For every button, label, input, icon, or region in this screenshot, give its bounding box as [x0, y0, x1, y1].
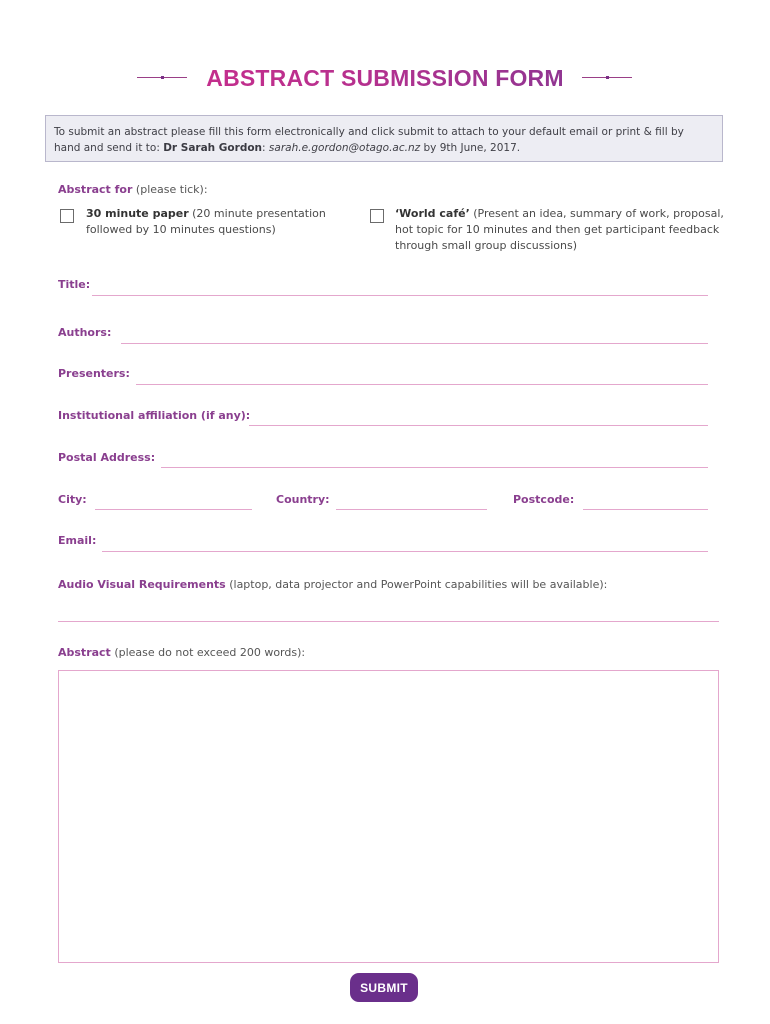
thirty-minute-paper-checkbox[interactable] — [60, 209, 74, 223]
contact-name: Dr Sarah Gordon — [163, 142, 263, 154]
av-requirements-label — [58, 578, 607, 591]
contact-email: sarah.e.gordon@otago.ac.nz — [268, 142, 421, 154]
abstract-textarea[interactable] — [58, 670, 719, 963]
thirty-minute-paper-title: 30 minute paper — [86, 207, 189, 220]
title-label: Title: — [58, 278, 91, 291]
instructions-deadline: by 9th June, 2017. — [420, 142, 521, 154]
world-cafe-description: (Present an idea, summary of work, proposal, hot topic for 10 minutes and then get participant feedback through small group discussions) — [395, 207, 724, 252]
abstract-for-hint: (please tick): — [132, 183, 208, 196]
av-requirements-input[interactable] — [58, 607, 719, 622]
postal-address-label: Postal Address: — [58, 451, 156, 464]
authors-input[interactable] — [121, 329, 708, 344]
submit-button[interactable]: SUBMIT — [350, 973, 418, 1002]
postcode-input[interactable] — [583, 495, 708, 510]
email-input[interactable] — [102, 537, 708, 552]
world-cafe-title: ‘World café’ — [395, 207, 470, 220]
affiliation-input[interactable] — [249, 411, 708, 426]
postcode-label: Postcode: — [513, 493, 575, 506]
abstract-for-label — [58, 183, 208, 196]
abstract-for-label-text: Abstract for — [58, 183, 133, 196]
title-input[interactable] — [92, 281, 708, 296]
instructions-text: To submit an abstract please fill this form electronically and click submit to attach to your default email or print & fill by hand and send it to: — [54, 126, 684, 154]
city-input[interactable] — [95, 495, 252, 510]
thirty-minute-paper-description: (20 minute presentation followed by 10 minutes questions) — [86, 207, 326, 236]
email-label: Email: — [58, 534, 97, 547]
country-input[interactable] — [336, 495, 487, 510]
av-requirements-hint: (laptop, data projector and PowerPoint capabilities will be available): — [225, 578, 608, 591]
country-label: Country: — [276, 493, 330, 506]
abstract-label-text: Abstract — [58, 646, 111, 659]
form-title: ABSTRACT SUBMISSION FORM — [0, 62, 770, 94]
av-requirements-label-text: Audio Visual Requirements — [58, 578, 226, 591]
instructions-colon: : — [262, 142, 269, 154]
presenters-label: Presenters: — [58, 367, 130, 380]
abstract-hint: (please do not exceed 200 words): — [110, 646, 306, 659]
world-cafe-option — [395, 206, 725, 254]
instructions-box — [45, 115, 723, 162]
abstract-label — [58, 646, 305, 659]
affiliation-label: Institutional affiliation (if any): — [58, 409, 251, 422]
postal-address-input[interactable] — [161, 453, 708, 468]
authors-label: Authors: — [58, 326, 112, 339]
title-decoration-right — [582, 77, 632, 78]
form-header — [0, 62, 770, 94]
thirty-minute-paper-option — [86, 206, 352, 238]
presenters-input[interactable] — [136, 370, 708, 385]
city-label: City: — [58, 493, 87, 506]
world-cafe-checkbox[interactable] — [370, 209, 384, 223]
